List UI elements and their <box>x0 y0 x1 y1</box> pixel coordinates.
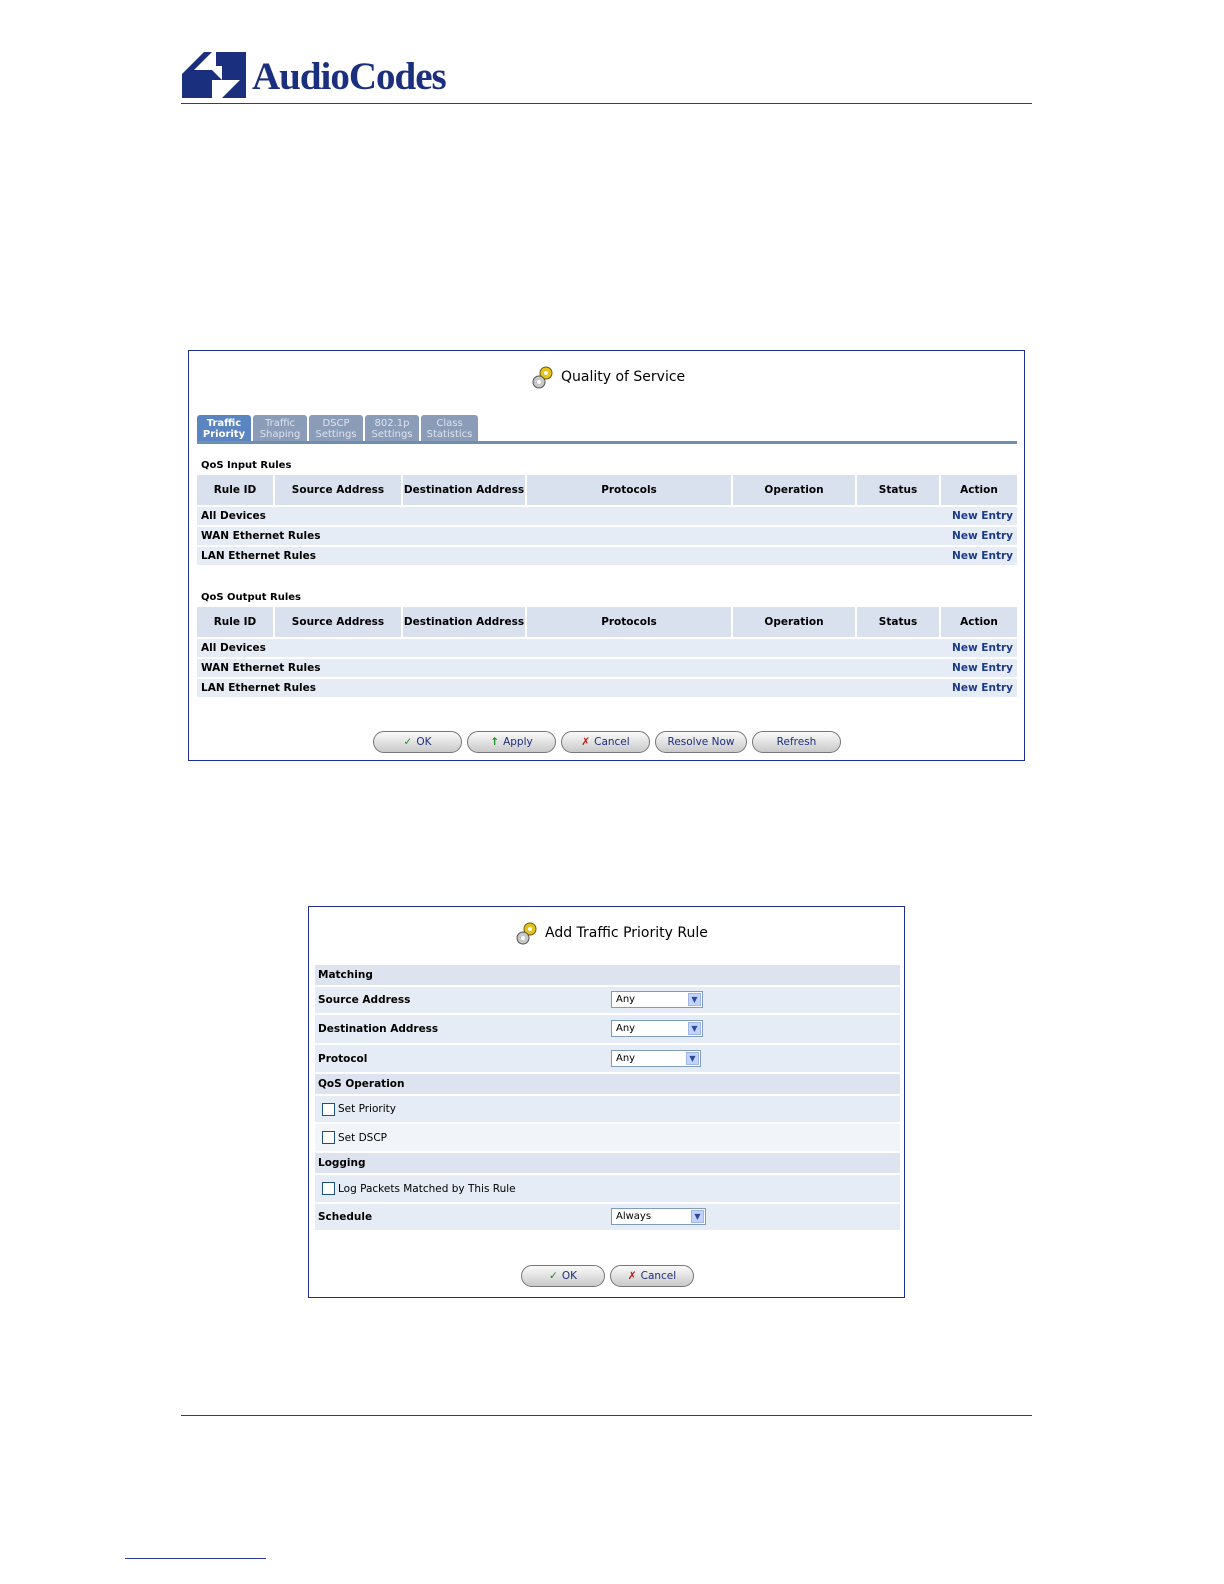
cancel-button[interactable]: ✗ Cancel <box>610 1265 694 1287</box>
col-rule-id: Rule ID <box>197 475 275 505</box>
tab-class-statistics[interactable]: Class Statistics <box>421 415 478 442</box>
col-action: Action <box>941 607 1017 637</box>
col-destination-address: Destination Address <box>403 475 527 505</box>
resolve-now-button[interactable]: Resolve Now <box>655 731 747 753</box>
add-rule-title-text: Add Traffic Priority Rule <box>545 925 708 941</box>
chevron-down-icon: ▼ <box>688 1022 701 1035</box>
table-row: All Devices New Entry <box>197 507 1017 525</box>
set-priority-row <box>315 1096 900 1122</box>
destination-address-select[interactable]: Any ▼ <box>611 1020 703 1037</box>
table-row: LAN Ethernet Rules New Entry <box>197 679 1017 697</box>
qos-input-rules-heading: QoS Input Rules <box>201 460 292 471</box>
col-rule-id: Rule ID <box>197 607 275 637</box>
col-source-address: Source Address <box>275 607 403 637</box>
chevron-down-icon: ▼ <box>686 1052 699 1065</box>
ok-button[interactable]: ✓ OK <box>373 731 462 753</box>
qos-title <box>529 363 685 391</box>
arrow-up-icon: ↑ <box>490 736 500 748</box>
source-address-row <box>315 987 900 1013</box>
table-row: All Devices New Entry <box>197 639 1017 657</box>
new-entry-link[interactable]: New Entry <box>941 527 1017 545</box>
footer-rule <box>181 1415 1032 1416</box>
qos-output-rules-table <box>197 605 1017 699</box>
col-status: Status <box>857 607 941 637</box>
new-entry-link[interactable]: New Entry <box>941 679 1017 697</box>
table-row: WAN Ethernet Rules New Entry <box>197 659 1017 677</box>
log-packets-checkbox[interactable] <box>322 1182 335 1195</box>
destination-address-row <box>315 1015 900 1043</box>
col-protocols: Protocols <box>527 475 733 505</box>
logo-mark-icon <box>182 52 246 98</box>
audiocodes-logo <box>182 52 472 100</box>
add-rule-button-row <box>521 1265 694 1287</box>
set-dscp-row <box>315 1124 900 1151</box>
tab-underline <box>197 441 1017 444</box>
protocol-row <box>315 1045 900 1072</box>
new-entry-link[interactable]: New Entry <box>941 639 1017 657</box>
col-operation: Operation <box>733 475 857 505</box>
destination-address-label: Destination Address <box>318 1023 439 1035</box>
chevron-down-icon: ▼ <box>691 1210 704 1223</box>
cancel-button[interactable]: ✗ Cancel <box>561 731 650 753</box>
table-row: LAN Ethernet Rules New Entry <box>197 547 1017 565</box>
protocol-label: Protocol <box>318 1052 368 1065</box>
matching-heading: Matching <box>315 965 900 985</box>
x-icon: ✗ <box>627 1270 637 1282</box>
qos-output-rules-heading: QoS Output Rules <box>201 592 301 603</box>
table-header-row <box>197 475 1017 505</box>
tab-dscp-settings[interactable]: DSCP Settings <box>309 415 363 442</box>
col-action: Action <box>941 475 1017 505</box>
qos-button-row <box>373 731 841 753</box>
check-icon: ✓ <box>403 736 413 748</box>
set-priority-checkbox[interactable] <box>322 1103 335 1116</box>
col-protocols: Protocols <box>527 607 733 637</box>
qos-tabs <box>197 415 478 442</box>
schedule-row <box>315 1204 900 1230</box>
tab-8021p-settings[interactable]: 802.1p Settings <box>365 415 419 442</box>
col-status: Status <box>857 475 941 505</box>
apply-button[interactable]: ↑ Apply <box>467 731 556 753</box>
tab-traffic-shaping[interactable]: Traffic Shaping <box>253 415 307 442</box>
new-entry-link[interactable]: New Entry <box>941 507 1017 525</box>
gear-icon <box>513 919 541 947</box>
logging-heading: Logging <box>315 1153 900 1173</box>
add-rule-title <box>513 919 708 947</box>
qos-operation-heading: QoS Operation <box>315 1074 900 1094</box>
ok-button[interactable]: ✓ OK <box>521 1265 605 1287</box>
footnote-rule <box>125 1558 266 1559</box>
protocol-select[interactable]: Any ▼ <box>611 1050 701 1067</box>
set-dscp-checkbox[interactable] <box>322 1131 335 1144</box>
header-rule <box>181 103 1032 104</box>
refresh-button[interactable]: Refresh <box>752 731 841 753</box>
new-entry-link[interactable]: New Entry <box>941 547 1017 565</box>
log-packets-row <box>315 1175 900 1202</box>
qos-title-text: Quality of Service <box>561 369 686 385</box>
table-row: WAN Ethernet Rules New Entry <box>197 527 1017 545</box>
x-icon: ✗ <box>581 736 591 748</box>
set-dscp-label: Set DSCP <box>338 1131 387 1144</box>
set-priority-label: Set Priority <box>338 1103 396 1115</box>
schedule-label: Schedule <box>318 1211 373 1223</box>
qos-screenshot <box>188 350 1025 761</box>
add-rule-screenshot <box>308 906 905 1298</box>
logo-text: AudioCodes <box>252 55 446 98</box>
log-packets-label: Log Packets Matched by This Rule <box>338 1182 516 1195</box>
col-destination-address: Destination Address <box>403 607 527 637</box>
table-header-row <box>197 607 1017 637</box>
tab-traffic-priority[interactable]: Traffic Priority <box>197 415 251 442</box>
source-address-select[interactable]: Any ▼ <box>611 991 703 1008</box>
chevron-down-icon: ▼ <box>688 993 701 1006</box>
new-entry-link[interactable]: New Entry <box>941 659 1017 677</box>
col-source-address: Source Address <box>275 475 403 505</box>
qos-input-rules-table <box>197 473 1017 567</box>
col-operation: Operation <box>733 607 857 637</box>
check-icon: ✓ <box>549 1270 558 1282</box>
schedule-select[interactable]: Always ▼ <box>611 1208 706 1225</box>
source-address-label: Source Address <box>318 994 411 1006</box>
gear-icon <box>529 363 557 391</box>
